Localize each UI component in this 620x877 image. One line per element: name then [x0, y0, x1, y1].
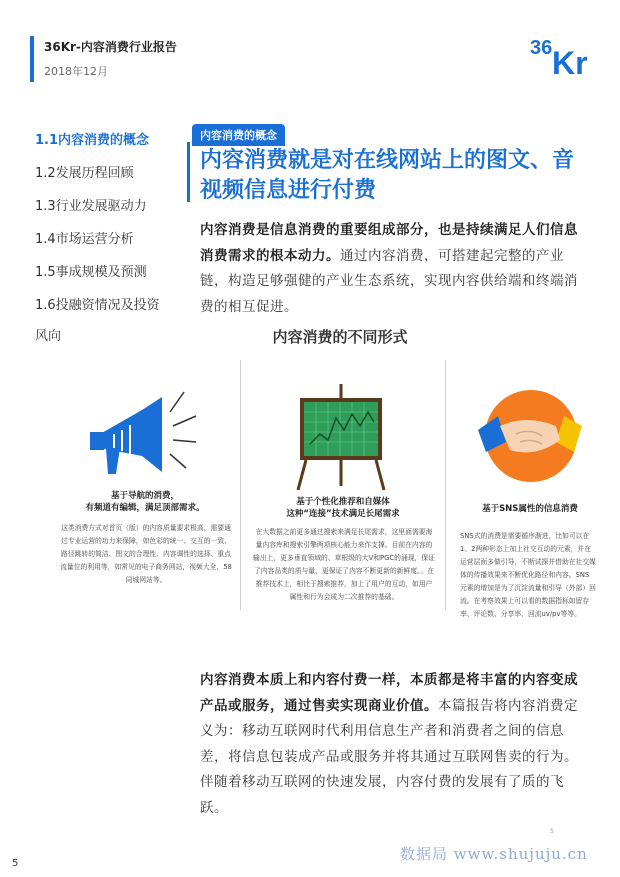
36kr-logo — [530, 30, 602, 76]
toc-item-1-6-cont[interactable]: 风向 — [35, 329, 62, 344]
form-1-description: 这类消费方式对首页（版）的内容质量要求极高，需要通过专业运营的功力来保障，如色彩的统一、交互的一致、路径跳转的简洁、图文的合理性、内容调性的选择、重点流量位的利用等，如常见的电子商务网站，视频大全，58同城网站等。 — [60, 524, 232, 584]
toc-item-1-6[interactable]: 1.6投融资情况及投资 — [35, 298, 160, 313]
column-divider-2 — [445, 360, 446, 610]
megaphone-icon — [80, 382, 200, 482]
small-page-number: 5 — [550, 828, 554, 835]
intro-rest: 通过内容消费，可搭建起完整的产业链，构造足够强健的产业生态系统，实现内容供给端和终端消费的相互促进。 — [200, 247, 578, 315]
intro-paragraph — [200, 218, 584, 320]
definition-paragraph — [200, 668, 584, 821]
form-3-description: SNS式的消费是需要循序渐进，比如可以在1、2两种形态上加上社交互动的元素，并在运营层面多做引导，不断试探并借助在社交媒体的传播效果来不断优化路径和内容。SNS元素的增加是为了沉淀流量和引导（外部）回流。在考察效果上可以看的数据指标如留存率、评论数、分享率、回流uv/pv等等。 — [460, 532, 596, 618]
chart-board-icon — [296, 382, 386, 492]
toc-item-1-1[interactable]: 1.1内容消费的概念 — [35, 133, 150, 148]
intro-bold: 内容消费是信息消费的重要组成部分，也是持续满足人们信息消费需求的根本动力。 — [200, 222, 578, 264]
watermark: 数据局 www.shujuju.cn — [400, 845, 588, 863]
form-2-caption: 基于个性化推荐和自媒体 这种“连接”技术满足长尾需求 — [286, 497, 400, 519]
svg-text:Kr: Kr — [552, 45, 588, 76]
definition-rest: 本篇报告将内容消费定义为：移动互联网时代利用信息生产者和消费者之间的信息差，将信息包装成产品或服务并将其通过互联网售卖的行为。伴随着移动互联网的快速发展，内容付费的发展有了质的飞跃。 — [200, 697, 578, 816]
form-1-caption: 基于导航的消费， 有频道有编辑，满足顶部需求。 — [85, 491, 205, 513]
svg-text:36: 36 — [530, 37, 553, 59]
headline: 内容消费就是对在线网站上的图文、音视频信息进行付费 — [200, 148, 575, 203]
report-title: 36Kr-内容消费行业报告 — [44, 40, 177, 54]
toc-item-1-2[interactable]: 1.2发展历程回顾 — [35, 166, 134, 181]
page-number: 5 — [12, 858, 19, 869]
toc-item-1-4[interactable]: 1.4市场运营分析 — [35, 232, 134, 247]
column-divider-1 — [240, 360, 241, 610]
form-2-description: 在大数据之前更多通过搜索来满足长尾需求，这里面需要海量内容库和搜索引擎两项核心能力来作支撑。目前在内容的输出上，更多垂直领域的、草根级的大V和PGC的涌现，保证了内容品类的质与量，更保证了内容不断更新的新鲜度。。在推荐技术上，相比于搜索推荐，加上了用户的互动，如用户属性和行为会成为二次推荐的基础。 — [253, 528, 435, 601]
headline-accent-bar — [187, 142, 190, 202]
header-accent-bar — [30, 36, 34, 82]
toc-item-1-5[interactable]: 1.5事成规模及预测 — [35, 265, 147, 280]
handshake-icon — [476, 386, 586, 486]
form-3-caption: 基于SNS属性的信息消费 — [482, 504, 578, 514]
report-date: 2018年12月 — [44, 65, 108, 78]
section-tag: 内容消费的概念 — [192, 124, 285, 146]
forms-title: 内容消费的不同形式 — [272, 328, 408, 346]
table-of-contents — [35, 132, 185, 361]
definition-bold: 内容消费本质上和内容付费一样，本质都是将丰富的内容变成产品或服务，通过售卖实现商业价值。 — [200, 672, 578, 714]
toc-item-1-3[interactable]: 1.3行业发展驱动力 — [35, 199, 147, 214]
